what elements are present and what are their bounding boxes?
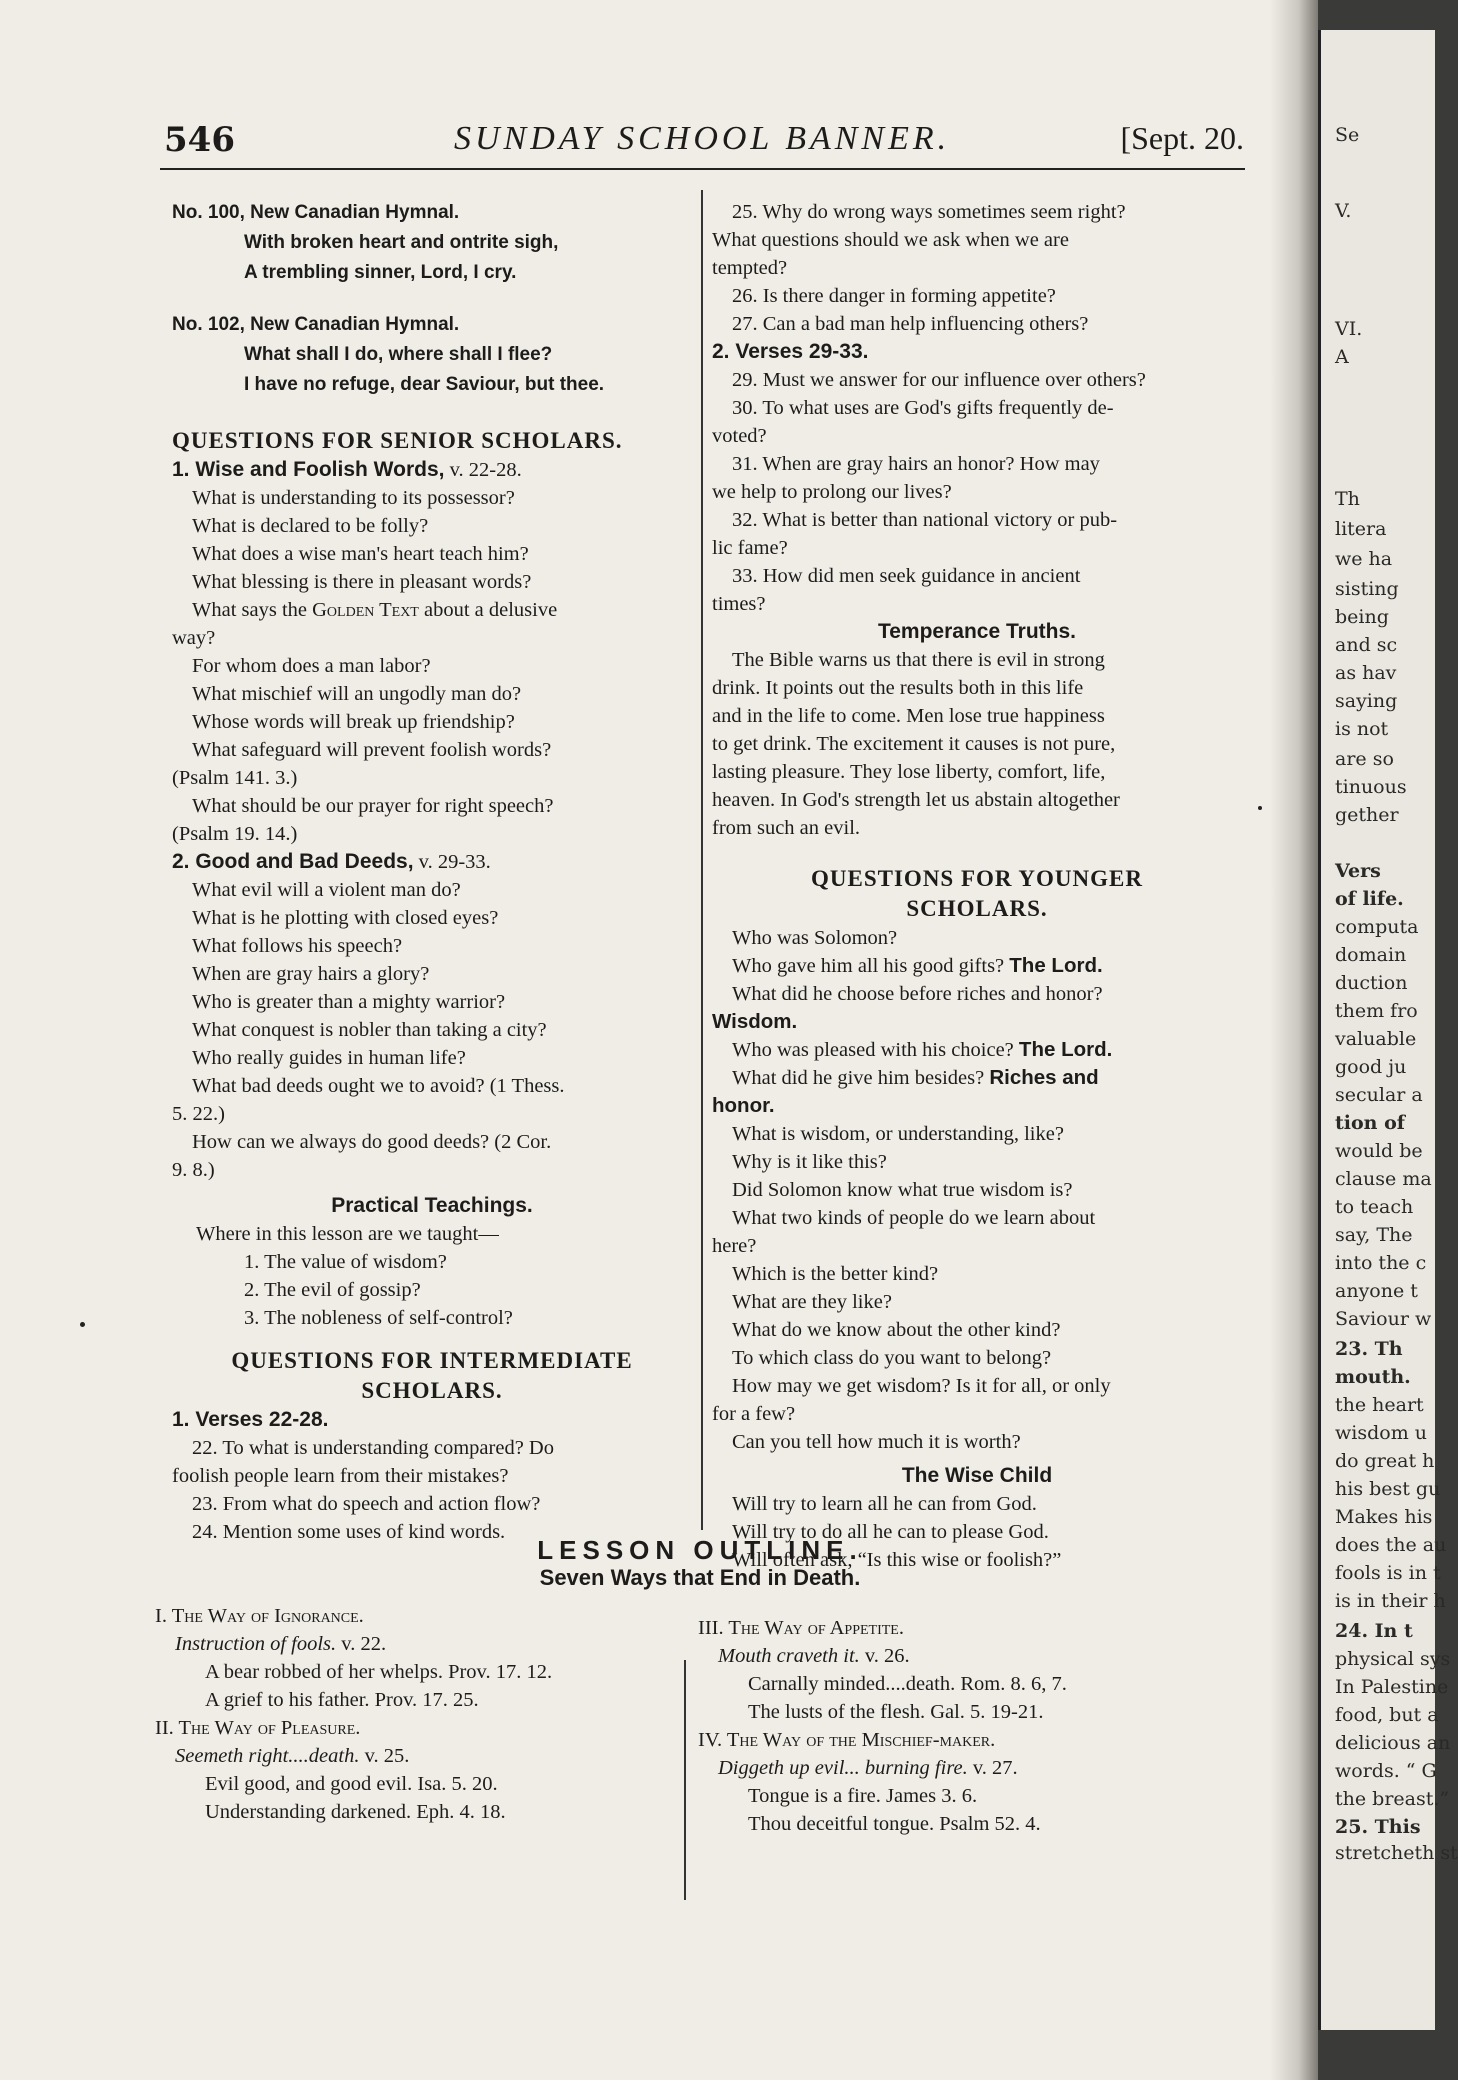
question: What did he give him besides? Riches and [732, 1066, 1099, 1089]
hymn-line: A trembling sinner, Lord, I cry. [244, 262, 517, 283]
facing-page-text: to teach [1335, 1196, 1414, 1218]
question: 23. From what do speech and action flow? [192, 1493, 541, 1515]
facing-page-text: In Palestine [1335, 1676, 1449, 1698]
facing-page-text: as hav [1335, 662, 1397, 684]
facing-page-text: mouth. [1335, 1366, 1411, 1388]
question: What mischief will an ungodly man do? [192, 683, 522, 705]
question: 27. Can a bad man help influencing others? [732, 313, 1089, 335]
outline-ref: A grief to his father. Prov. 17. 25. [205, 1689, 479, 1711]
facing-page-text: computa [1335, 916, 1419, 938]
outline-way: III. The Way of Appetite. [698, 1617, 904, 1639]
question: What is understanding to its possessor? [192, 487, 515, 509]
page-date: [Sept. 20. [1120, 120, 1244, 156]
hymn-ref: No. 102, New Canadian Hymnal. [172, 314, 460, 335]
facing-page-text: duction [1335, 972, 1408, 994]
question: What does a wise man's heart teach him? [192, 543, 529, 565]
section-title: 1. Verses 22-28. [172, 1408, 329, 1431]
question-cont: What questions should we ask when we are [712, 229, 1069, 251]
question-cont: way? [172, 627, 216, 649]
question: What follows his speech? [192, 935, 403, 957]
question-cont: here? [712, 1235, 757, 1257]
temperance-line: to get drink. The excitement it causes is not pure, [712, 733, 1116, 755]
print-speck [1258, 806, 1262, 810]
practical-item: 2. The evil of gossip? [244, 1279, 421, 1301]
outline-ref: Carnally minded....death. Rom. 8. 6, 7. [748, 1673, 1067, 1695]
question: What two kinds of people do we learn about [732, 1207, 1096, 1229]
question-cont: voted? [712, 425, 767, 447]
question: Did Solomon know what true wisdom is? [732, 1179, 1073, 1201]
answer: The Lord. [1009, 954, 1103, 977]
hymn-102 [172, 310, 692, 400]
facing-page-text: Saviour w [1335, 1308, 1432, 1330]
intermediate-heading-2: SCHOLARS. [361, 1378, 503, 1403]
facing-page-text: litera [1335, 518, 1387, 540]
outline-title: LESSON OUTLINE. [537, 1535, 863, 1565]
wise-child-heading: The Wise Child [901, 1464, 1053, 1487]
outline-column-rule [684, 1660, 686, 1900]
header-rule [160, 168, 1245, 170]
answer: honor. [712, 1094, 775, 1117]
facing-page-text: we ha [1335, 548, 1393, 570]
left-column [172, 198, 692, 1546]
scripture-ref: 5. 22.) [172, 1103, 225, 1125]
question: How can we always do good deeds? (2 Cor. [192, 1131, 552, 1153]
outline-ref: Thou deceitful tongue. Psalm 52. 4. [748, 1813, 1041, 1835]
temperance-line: drink. It points out the results both in this life [712, 677, 1084, 699]
question: What is he plotting with closed eyes? [192, 907, 499, 929]
scripture-ref: (Psalm 141. 3.) [172, 767, 298, 789]
facing-page-text: secular a [1335, 1084, 1423, 1106]
facing-page-text: is in their h [1335, 1590, 1446, 1612]
print-speck [80, 1322, 85, 1327]
question: 24. Mention some uses of kind words. [192, 1521, 506, 1543]
question: What blessing is there in pleasant words? [192, 571, 532, 593]
younger-heading: QUESTIONS FOR YOUNGER [811, 866, 1143, 891]
facing-page-text: gether [1335, 804, 1399, 826]
temperance-heading: Temperance Truths. [877, 620, 1076, 643]
facing-page-text: good ju [1335, 1056, 1407, 1078]
question: What is declared to be folly? [192, 515, 429, 537]
column-rule [701, 190, 703, 1530]
outline-text: Mouth craveth it. [718, 1645, 860, 1667]
facing-page-text: tinuous [1335, 776, 1407, 798]
question: Who is greater than a mighty warrior? [192, 991, 506, 1013]
hymn-line: I have no refuge, dear Saviour, but thee. [244, 374, 605, 395]
facing-page-text: A [1335, 346, 1349, 368]
temperance-line: The Bible warns us that there is evil in strong [732, 649, 1105, 671]
outline-right: III. The Way of Appetite. Mouth craveth it. v. 26. Carnally minded....death. Rom. 8. 6, 7. The lusts of the flesh. Gal. 5. 19-21. IV. The Way of the Mischief-maker. Diggeth up evil... burning fire. v. 27. Tongue is a fire. James 3. 6. Thou deceitful tongue. Psalm 52. 4. [698, 1614, 1258, 1838]
facing-page-text: 25. This [1335, 1816, 1421, 1838]
temperance-line: from such an evil. [712, 817, 861, 839]
facing-page-text: does the au [1335, 1534, 1447, 1556]
question: For whom does a man labor? [192, 655, 431, 677]
outline-ref: A bear robbed of her whelps. Prov. 17. 12. [205, 1661, 553, 1683]
facing-page-text: being [1335, 606, 1389, 628]
question: 32. What is better than national victory or pub- [732, 509, 1118, 531]
question: 31. When are gray hairs an honor? How may [732, 453, 1100, 475]
question: Which is the better kind? [732, 1263, 939, 1285]
facing-page-text: his best gu [1335, 1478, 1441, 1500]
question-cont: tempted? [712, 257, 788, 279]
outline-text: Instruction of fools. [175, 1633, 337, 1655]
facing-page-text: V. [1335, 200, 1352, 222]
hymn-100 [172, 198, 692, 288]
section-ref: v. 22-28. [444, 459, 522, 481]
facing-page-text: stretcheth st [1335, 1842, 1458, 1864]
question: Who gave him all his good gifts? The Lord. [732, 954, 1103, 977]
facing-page-text: is not [1335, 718, 1389, 740]
question: 33. How did men seek guidance in ancient [732, 565, 1081, 587]
question: What safeguard will prevent foolish words? [192, 739, 552, 761]
facing-page-text: valuable [1335, 1028, 1417, 1050]
facing-page-text: say, The [1335, 1224, 1413, 1246]
outline-subtitle: Seven Ways that End in Death. [539, 1565, 861, 1590]
lesson-outline [150, 1535, 1250, 1835]
facing-page-text: anyone t [1335, 1280, 1418, 1302]
question: What did he choose before riches and honor? [732, 983, 1103, 1005]
wise-child-line: Will try to learn all he can from God. [732, 1493, 1037, 1515]
question: 29. Must we answer for our influence over others? [732, 369, 1146, 391]
question: 30. To what uses are God's gifts frequently de- [732, 397, 1114, 419]
facing-page-text: the heart [1335, 1394, 1424, 1416]
facing-page-text: wisdom u [1335, 1422, 1427, 1444]
facing-page-edge [1318, 30, 1458, 2030]
answer: Wisdom. [712, 1010, 798, 1033]
question: What should be our prayer for right speech? [192, 795, 554, 817]
question: 22. To what is understanding compared? Do [192, 1437, 554, 1459]
facing-page-text: would be [1335, 1140, 1423, 1162]
facing-page-text: physical sys [1335, 1648, 1451, 1670]
page-header [164, 116, 1244, 166]
temperance-line: heaven. In God's strength let us abstain altogether [712, 789, 1120, 811]
outline-ref: The lusts of the flesh. Gal. 5. 19-21. [748, 1701, 1044, 1723]
practical-intro: Where in this lesson are we taught— [196, 1223, 499, 1245]
wise-child-line: Will often ask, “Is this wise or foolish?” [732, 1549, 1062, 1571]
facing-page-text: words. “ G [1335, 1760, 1437, 1782]
question-cont: lic fame? [712, 537, 788, 559]
question: Who really guides in human life? [192, 1047, 466, 1069]
outline-ref: Understanding darkened. Eph. 4. 18. [205, 1801, 506, 1823]
question: 25. Why do wrong ways sometimes seem right? [732, 201, 1126, 223]
temperance-line: lasting pleasure. They lose liberty, comfort, life, [712, 761, 1106, 783]
senior-heading: QUESTIONS FOR SENIOR SCHOLARS. [172, 428, 623, 453]
question: When are gray hairs a glory? [192, 963, 430, 985]
facing-page-text: 24. In t [1335, 1620, 1413, 1642]
scripture-ref: (Psalm 19. 14.) [172, 823, 298, 845]
practical-item: 1. The value of wisdom? [244, 1251, 447, 1273]
question-cont: foolish people learn from their mistakes? [172, 1465, 509, 1487]
section-title: 1. Wise and Foolish Words, [172, 458, 445, 481]
outline-left: I. The Way of Ignorance. Instruction of fools. v. 22. A bear robbed of her whelps. Prov. 17. 12. A grief to his father. Prov. 17. 25. II. The Way of Pleasure. Seemeth right....death. v. 25. Evil good, and good evil. Isa. 5. 20. Understanding darkened. Eph. 4. 18. [155, 1602, 675, 1826]
question: Who was Solomon? [732, 927, 898, 949]
facing-page-text: them fro [1335, 1000, 1418, 1022]
outline-text: Seemeth right....death. [175, 1745, 360, 1767]
question: What says the Golden Text about a delusive [192, 599, 558, 621]
younger-heading-2: SCHOLARS. [906, 896, 1048, 921]
question: What do we know about the other kind? [732, 1319, 1061, 1341]
facing-page-text: Th [1335, 488, 1360, 510]
facing-page-text: Makes his [1335, 1506, 1433, 1528]
question: What conquest is nobler than taking a city? [192, 1019, 547, 1041]
facing-page-text: sisting [1335, 578, 1399, 600]
facing-page-text: saying [1335, 690, 1398, 712]
question: Whose words will break up friendship? [192, 711, 515, 733]
temperance-line: and in the life to come. Men lose true happiness [712, 705, 1105, 727]
hymn-line: With broken heart and ontrite sigh, [244, 232, 559, 253]
question-cont: for a few? [712, 1403, 796, 1425]
facing-page-text: Vers [1335, 860, 1381, 882]
facing-page-text: into the c [1335, 1252, 1427, 1274]
right-column [712, 198, 1242, 1574]
practical-heading: Practical Teachings. [331, 1194, 533, 1217]
question: Can you tell how much it is worth? [732, 1431, 1021, 1453]
hymn-line: What shall I do, where shall I flee? [244, 344, 553, 365]
question: What bad deeds ought we to avoid? (1 Thess. [192, 1075, 565, 1097]
facing-page-text: domain [1335, 944, 1407, 966]
section-title: 2. Verses 29-33. [712, 340, 869, 363]
outline-way: II. The Way of Pleasure. [155, 1717, 361, 1739]
practical-item: 3. The nobleness of self-control? [244, 1307, 513, 1329]
outline-way: IV. The Way of the Mischief-maker. [698, 1729, 996, 1751]
facing-page-text: and sc [1335, 634, 1398, 656]
facing-page-text: do great h [1335, 1450, 1435, 1472]
question-cont: we help to prolong our lives? [712, 481, 952, 503]
facing-page-text: delicious an [1335, 1732, 1451, 1754]
hymn-ref: No. 100, New Canadian Hymnal. [172, 202, 460, 223]
question: What are they like? [732, 1291, 892, 1313]
outline-way: I. The Way of Ignorance. [155, 1605, 364, 1627]
question: 26. Is there danger in forming appetite? [732, 285, 1056, 307]
answer: Riches and [989, 1066, 1099, 1089]
facing-page-text: VI. [1335, 318, 1363, 340]
question: Why is it like this? [732, 1151, 887, 1173]
page-gutter [1270, 0, 1318, 2080]
facing-page-text: of life. [1335, 888, 1404, 910]
question: Who was pleased with his choice? The Lord. [732, 1038, 1113, 1061]
outline-text: Diggeth up evil... burning fire. [718, 1757, 968, 1779]
facing-page-text: Se [1335, 124, 1360, 146]
facing-page-text: the breast.” [1335, 1788, 1450, 1810]
facing-page-text: fools is in t [1335, 1562, 1441, 1584]
facing-page-text: food, but a [1335, 1704, 1439, 1726]
facing-page-text: clause ma [1335, 1168, 1432, 1190]
question-cont: times? [712, 593, 766, 615]
question: What is wisdom, or understanding, like? [732, 1123, 1064, 1145]
wise-child-line: Will try to do all he can to please God. [732, 1521, 1049, 1543]
question: To which class do you want to belong? [732, 1347, 1052, 1369]
facing-page-text: tion of [1335, 1112, 1405, 1134]
scripture-ref: 9. 8.) [172, 1159, 215, 1181]
question: What evil will a violent man do? [192, 879, 461, 901]
answer: The Lord. [1018, 1038, 1113, 1061]
intermediate-heading: QUESTIONS FOR INTERMEDIATE [231, 1348, 633, 1373]
outline-ref: Evil good, and good evil. Isa. 5. 20. [205, 1773, 498, 1795]
page-title: SUNDAY SCHOOL BANNER. [454, 120, 951, 157]
facing-page-text: 23. Th [1335, 1338, 1403, 1360]
facing-page-text: are so [1335, 748, 1394, 770]
page-number: 546 [164, 120, 235, 160]
golden-text-label: Golden Text [312, 599, 419, 621]
section-title: 2. Good and Bad Deeds, [172, 850, 414, 873]
question: How may we get wisdom? Is it for all, or only [732, 1375, 1111, 1397]
outline-ref: Tongue is a fire. James 3. 6. [748, 1785, 978, 1807]
section-ref: v. 29-33. [413, 851, 491, 873]
